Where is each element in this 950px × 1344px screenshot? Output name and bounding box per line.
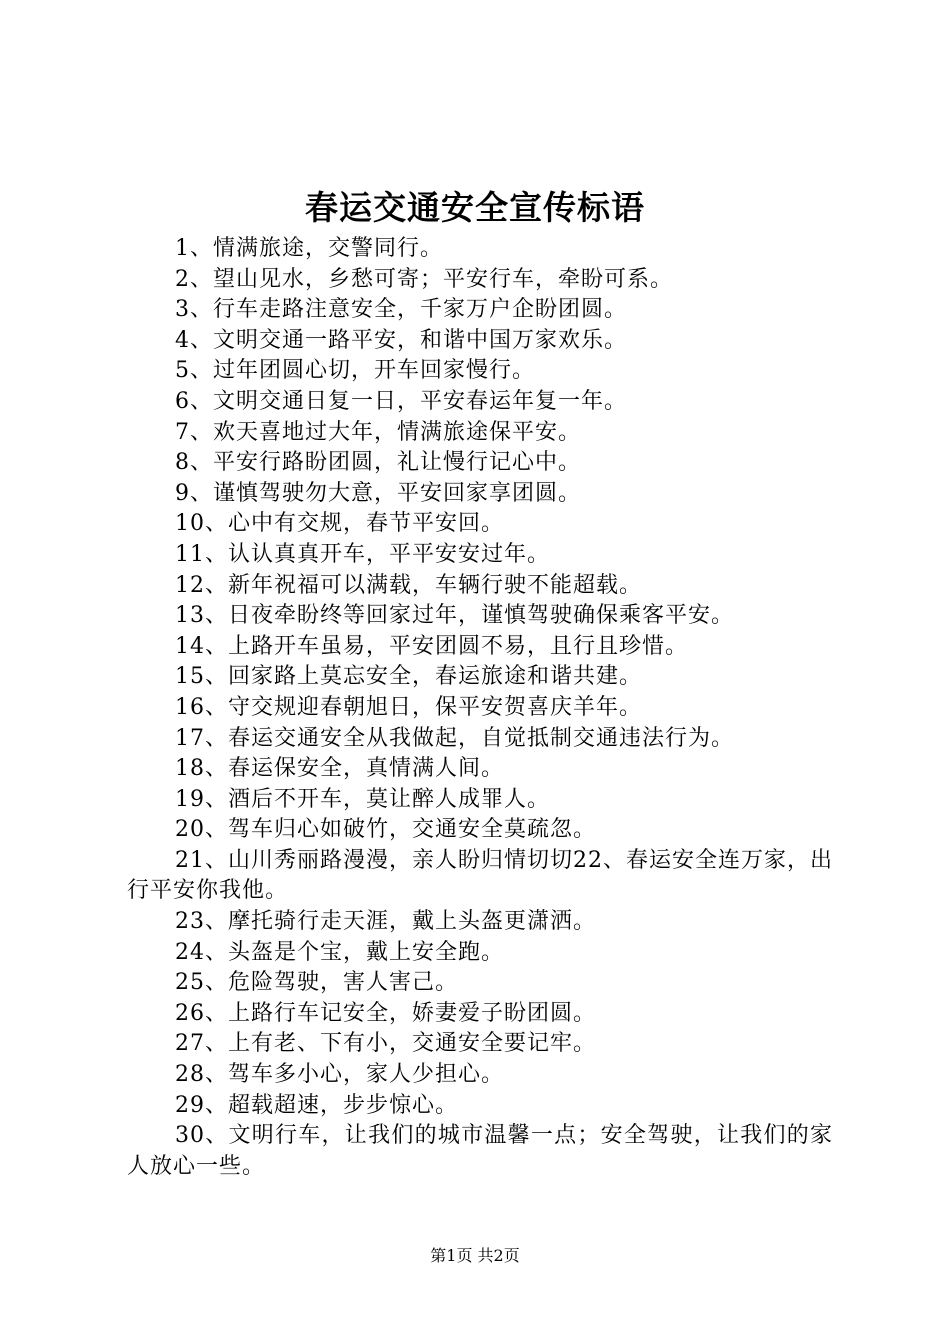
- slogan-item: 17、春运交通安全从我做起，自觉抵制交通违法行为。: [175, 725, 734, 751]
- slogan-item: 18、春运保安全，真情满人间。: [175, 756, 504, 782]
- slogan-item: 19、酒后不开车，莫让醉人成罪人。: [175, 786, 550, 812]
- slogan-item: 9、谨慎驾驶勿大意，平安回家享团圆。: [175, 480, 581, 506]
- slogan-item: 12、新年祝福可以满载，车辆行驶不能超载。: [175, 572, 642, 598]
- slogan-item: 29、超载超速，步步惊心。: [175, 1092, 458, 1118]
- slogan-item: 15、回家路上莫忘安全，春运旅途和谐共建。: [175, 664, 642, 690]
- slogan-item: 27、上有老、下有小，交通安全要记牢。: [175, 1031, 596, 1057]
- slogan-item: 5、过年团圆心切，开车回家慢行。: [175, 358, 535, 384]
- slogan-item: 14、上路开车虽易，平安团圆不易，且行且珍惜。: [175, 633, 688, 659]
- document-title: 春运交通安全宣传标语: [305, 188, 645, 227]
- slogan-item: 13、日夜牵盼终等回家过年，谨慎驾驶确保乘客平安。: [175, 603, 734, 629]
- slogan-item: 24、头盔是个宝，戴上安全跑。: [175, 939, 504, 965]
- slogan-item: 4、文明交通一路平安，和谐中国万家欢乐。: [175, 327, 627, 353]
- slogan-item: 10、心中有交规，春节平安回。: [175, 511, 504, 537]
- slogan-item: 2、望山见水，乡愁可寄；平安行车，牵盼可系。: [175, 266, 673, 292]
- slogan-item: 1、情满旅途，交警同行。: [175, 236, 443, 261]
- slogan-item: 25、危险驾驶，害人害己。: [175, 970, 458, 996]
- slogan-item: 6、文明交通日复一日，平安春运年复一年。: [175, 388, 627, 414]
- slogan-item: 3、行车走路注意安全，千家万户企盼团圆。: [175, 297, 627, 323]
- slogan-item: 23、摩托骑行走天涯，戴上头盔更潇洒。: [175, 909, 596, 935]
- slogan-item: 20、驾车归心如破竹，交通安全莫疏忽。: [175, 817, 596, 843]
- slogan-item: 11、认认真真开车，平平安安过年。: [175, 541, 550, 567]
- slogan-paragraph: 21、山川秀丽路漫漫，亲人盼归情切切22、春运安全连万家，出行平安你我他。: [127, 847, 833, 904]
- page-footer: 第1页 共2页: [430, 1246, 520, 1265]
- slogan-item: 7、欢天喜地过大年，情满旅途保平安。: [175, 419, 581, 445]
- slogan-item: 28、驾车多小心，家人少担心。: [175, 1062, 504, 1088]
- slogan-item: 8、平安行路盼团圆，礼让慢行记心中。: [175, 450, 581, 476]
- slogan-paragraph: 30、文明行车，让我们的城市温馨一点；安全驾驶，让我们的家人放心一些。: [127, 1123, 833, 1179]
- slogan-item: 16、守交规迎春朝旭日，保平安贺喜庆羊年。: [175, 694, 642, 720]
- slogan-list: [127, 234, 833, 1182]
- slogan-item: 26、上路行车记安全，娇妻爱子盼团圆。: [175, 1000, 596, 1026]
